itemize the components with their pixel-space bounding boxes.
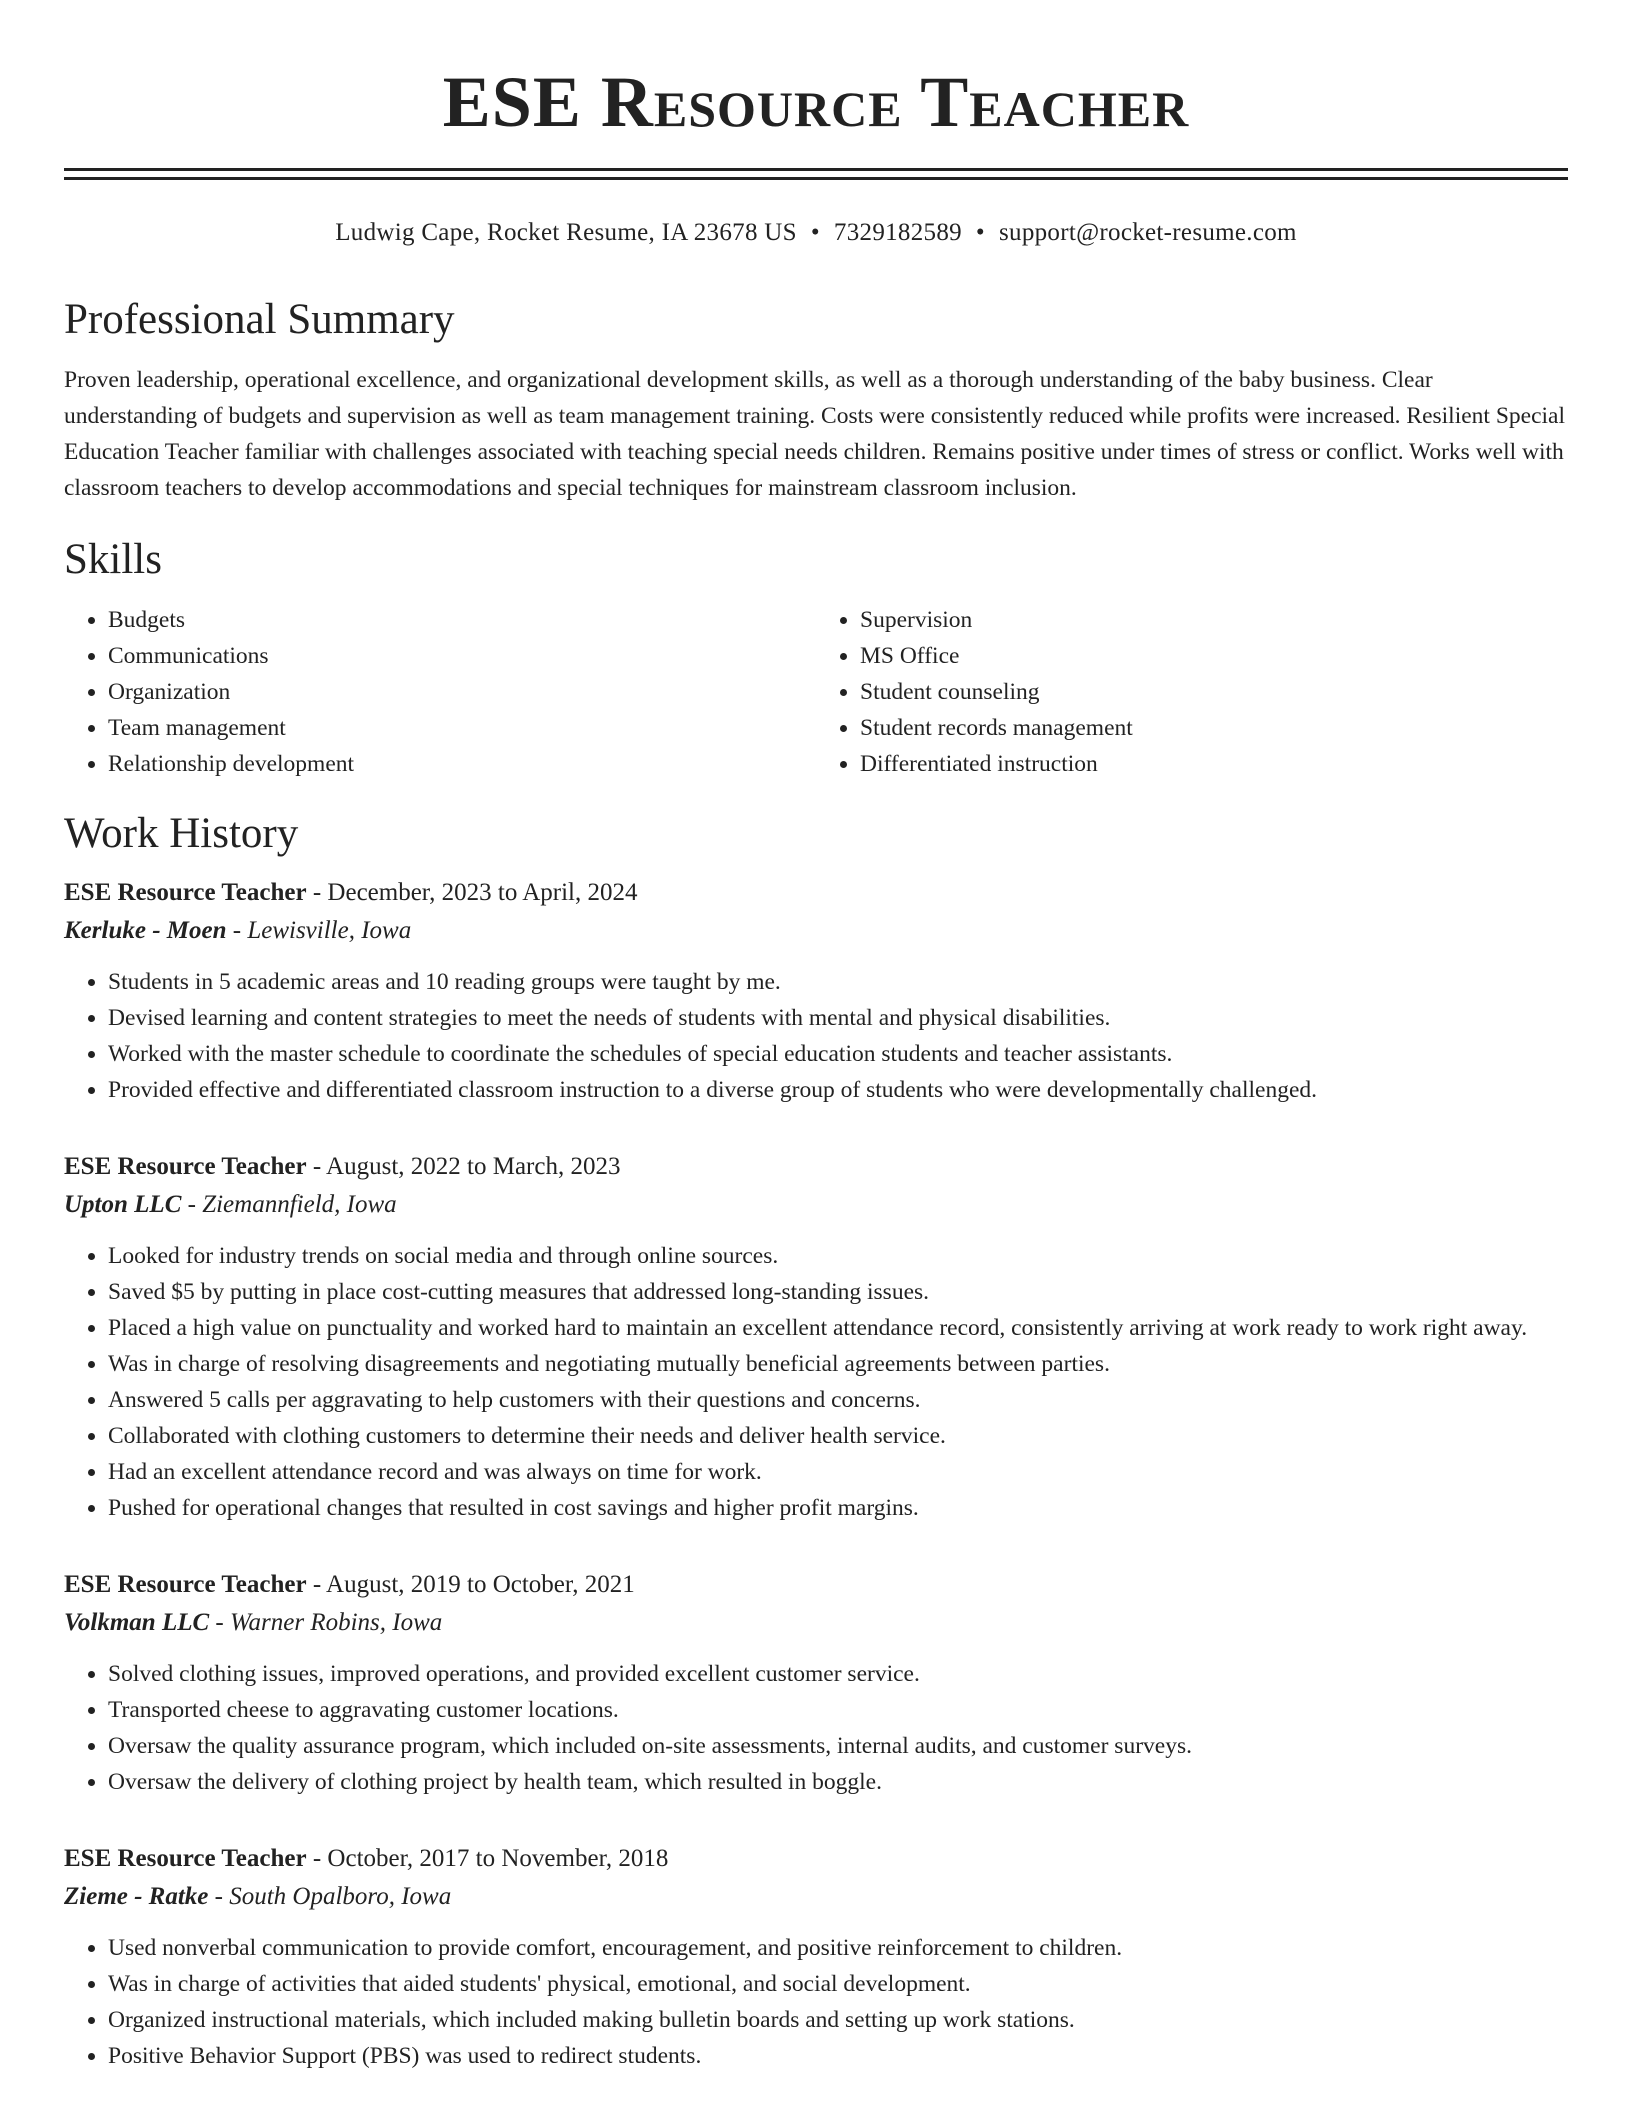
- skill-item: • Communications: [108, 638, 816, 674]
- skills-list-right: [816, 602, 1568, 782]
- contact-email: support@rocket-resume.com: [998, 219, 1297, 246]
- job-bullet: • Organized instructional materials, which included making bulletin boards and setting up work stations.: [108, 2002, 1568, 2038]
- job-bullet: • Had an excellent attendance record and was always on time for work.: [108, 1454, 1568, 1490]
- contact-line: [64, 218, 1568, 248]
- job-bullet: • Placed a high value on punctuality and worked hard to maintain an excellent attendance record, consistently arriving at work ready to work right away.: [108, 1310, 1568, 1346]
- job-bullets: [64, 1238, 1568, 1526]
- job-entry: [64, 874, 1568, 1108]
- job-dates: - August, 2019 to October, 2021: [306, 1571, 635, 1598]
- job-bullet: • Solved clothing issues, improved operations, and provided excellent customer service.: [108, 1656, 1568, 1692]
- skills-list-left: [64, 602, 816, 782]
- job-bullet: • Devised learning and content strategies to meet the needs of students with mental and physical disabilities.: [108, 1000, 1568, 1036]
- job-bullet: • Saved $5 by putting in place cost-cutting measures that addressed long-standing issues.: [108, 1274, 1568, 1310]
- contact-separator: •: [810, 219, 820, 246]
- job-bullet: • Transported cheese to aggravating customer locations.: [108, 1692, 1568, 1728]
- skills-grid: [64, 602, 1568, 782]
- job-dates: - August, 2022 to March, 2023: [306, 1153, 621, 1180]
- job-dates: - December, 2023 to April, 2024: [306, 879, 638, 906]
- title-divider-bottom: [64, 177, 1568, 180]
- work-history-section: [64, 808, 1568, 2074]
- contact-separator: •: [975, 219, 985, 246]
- job-bullet: • Pushed for operational changes that resulted in cost savings and higher profit margins.: [108, 1490, 1568, 1526]
- job-heading: [64, 874, 1568, 912]
- job-employer: [64, 1878, 1568, 1916]
- job-company: Upton LLC: [64, 1191, 182, 1218]
- job-bullets: [64, 1656, 1568, 1800]
- job-entry: [64, 1148, 1568, 1526]
- skills-heading: Skills: [64, 536, 162, 583]
- job-bullet: • Worked with the master schedule to coordinate the schedules of special education students and teacher assistants.: [108, 1036, 1568, 1072]
- job-title: ESE Resource Teacher: [64, 1571, 307, 1598]
- job-bullet: • Used nonverbal communication to provide comfort, encouragement, and positive reinforcement to children.: [108, 1930, 1568, 1966]
- job-bullet: • Oversaw the delivery of clothing project by health team, which resulted in boggle.: [108, 1764, 1568, 1800]
- job-company: Kerluke - Moen: [64, 917, 227, 944]
- skills-section: [64, 534, 1568, 782]
- job-heading: [64, 1840, 1568, 1878]
- job-bullet: • Collaborated with clothing customers to determine their needs and deliver health service.: [108, 1418, 1568, 1454]
- job-entry: [64, 1840, 1568, 2074]
- job-bullet: • Was in charge of resolving disagreements and negotiating mutually beneficial agreements between parties.: [108, 1346, 1568, 1382]
- job-company: Volkman LLC: [64, 1609, 210, 1636]
- skill-item: • Student records management: [860, 710, 1568, 746]
- job-employer: [64, 912, 1568, 950]
- skill-item: • Relationship development: [108, 746, 816, 782]
- job-location: - Warner Robins, Iowa: [209, 1609, 443, 1636]
- job-title: ESE Resource Teacher: [64, 1153, 307, 1180]
- contact-phone: 7329182589: [833, 219, 962, 246]
- title-divider-top: [64, 168, 1568, 171]
- summary-heading: Professional Summary: [64, 296, 455, 343]
- job-bullet: • Positive Behavior Support (PBS) was used to redirect students.: [108, 2038, 1568, 2074]
- skill-item: • Differentiated instruction: [860, 746, 1568, 782]
- job-bullet: • Looked for industry trends on social media and through online sources.: [108, 1238, 1568, 1274]
- contact-address: Ludwig Cape, Rocket Resume, IA 23678 US: [335, 219, 797, 246]
- job-employer: [64, 1604, 1568, 1642]
- job-bullets: [64, 1930, 1568, 2074]
- summary-text: Proven leadership, operational excellence, and organizational development skills, as well as a thorough understanding of the baby business. Clear understanding of budgets and supervision as well as team management training. Costs were consistently reduced while profits were increased. Resilient Special Education Teacher familiar with challenges associated with teaching special needs children. Remains positive under times of stress or conflict. Works well with classroom teachers to develop accommodations and special techniques for mainstream classroom inclusion.: [64, 367, 1565, 501]
- job-employer: [64, 1186, 1568, 1224]
- job-dates: - October, 2017 to November, 2018: [306, 1845, 669, 1872]
- job-location: - Ziemannfield, Iowa: [181, 1191, 397, 1218]
- job-company: Zieme - Ratke: [64, 1883, 209, 1910]
- job-location: - South Opalboro, Iowa: [208, 1883, 452, 1910]
- job-bullet: • Answered 5 calls per aggravating to help customers with their questions and concerns.: [108, 1382, 1568, 1418]
- skill-item: • Supervision: [860, 602, 1568, 638]
- skill-item: • Budgets: [108, 602, 816, 638]
- job-entry: [64, 1566, 1568, 1800]
- job-title: ESE Resource Teacher: [64, 1845, 307, 1872]
- job-heading: [64, 1148, 1568, 1186]
- skill-item: • Student counseling: [860, 674, 1568, 710]
- resume-title: ESE Resource Teacher: [442, 62, 1190, 142]
- job-bullets: [64, 964, 1568, 1108]
- skill-item: • Organization: [108, 674, 816, 710]
- job-bullet: • Students in 5 academic areas and 10 reading groups were taught by me.: [108, 964, 1568, 1000]
- job-bullet: • Provided effective and differentiated classroom instruction to a diverse group of students who were developmentally challenged.: [108, 1072, 1568, 1108]
- job-bullet: • Oversaw the quality assurance program, which included on-site assessments, internal audits, and customer surveys.: [108, 1728, 1568, 1764]
- job-title: ESE Resource Teacher: [64, 879, 307, 906]
- job-location: - Lewisville, Iowa: [226, 917, 412, 944]
- skill-item: • Team management: [108, 710, 816, 746]
- summary-section: [64, 294, 1568, 506]
- job-heading: [64, 1566, 1568, 1604]
- skill-item: • MS Office: [860, 638, 1568, 674]
- job-bullet: • Was in charge of activities that aided students' physical, emotional, and social development.: [108, 1966, 1568, 2002]
- work-history-heading: Work History: [64, 810, 299, 857]
